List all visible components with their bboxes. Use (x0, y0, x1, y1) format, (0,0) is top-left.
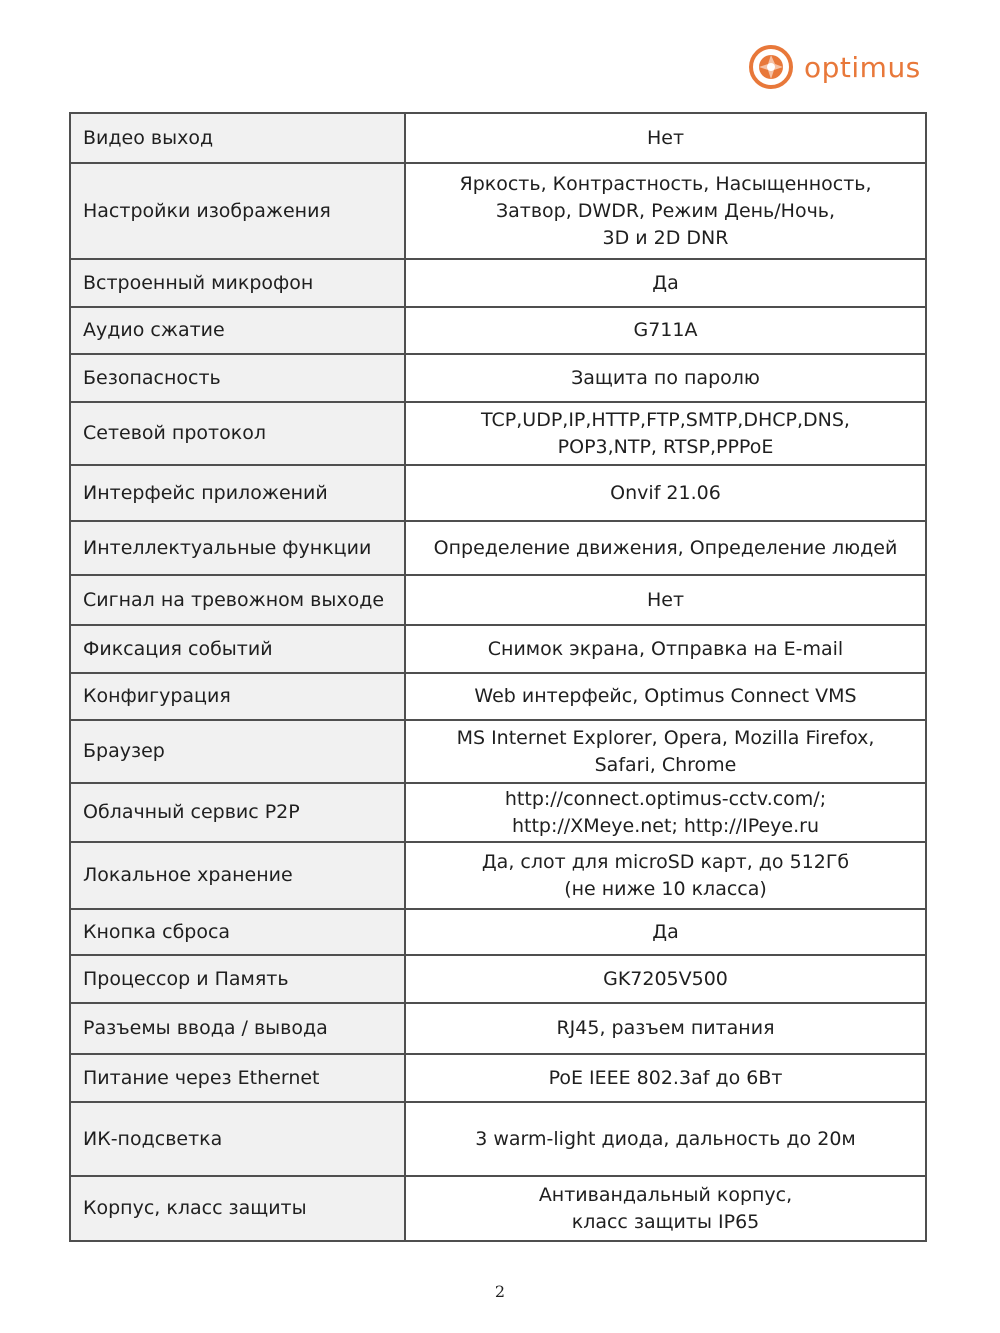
spec-label: Аудио сжатие (70, 307, 405, 354)
spec-value (405, 575, 926, 625)
spec-value (405, 1054, 926, 1102)
spec-value (405, 1176, 926, 1241)
spec-label: Облачный сервис P2P (70, 783, 405, 842)
spec-value-line: Затвор, DWDR, Режим День/Ночь, (495, 199, 836, 222)
spec-label: Встроенный микрофон (70, 259, 405, 307)
spec-value-line: http://connect.optimus-cctv.com/; (504, 787, 827, 810)
spec-value-line: GK7205V500 (603, 967, 728, 990)
spec-row (70, 783, 926, 842)
spec-row (70, 625, 926, 673)
spec-value-line: Яркость, Контрастность, Насыщенность, (459, 172, 872, 195)
spec-value-line: TCP,UDP,IP,HTTP,FTP,SMTP,DHCP,DNS, (481, 408, 850, 431)
spec-value-line: Web интерфейс, Optimus Connect VMS (474, 685, 857, 707)
spec-value-line: Определение движения, Определение людей (433, 536, 898, 559)
spec-value (405, 354, 926, 402)
spec-label: Локальное хранение (70, 842, 405, 909)
spec-value-line: класс защиты IP65 (571, 1210, 760, 1233)
spec-value (405, 955, 926, 1003)
spec-value (405, 625, 926, 673)
spec-value (405, 720, 926, 783)
spec-value-line: Да (652, 271, 679, 294)
brand-logo (748, 44, 921, 90)
spec-value (405, 307, 926, 354)
spec-row (70, 1054, 926, 1102)
spec-row (70, 1102, 926, 1176)
spec-value (405, 465, 926, 521)
spec-value (405, 259, 926, 307)
spec-row (70, 163, 926, 259)
spec-label: Кнопка сброса (70, 909, 405, 955)
spec-row (70, 720, 926, 783)
spec-value (405, 1003, 926, 1054)
spec-row (70, 1003, 926, 1054)
spec-value-line: MS Internet Explorer, Opera, Mozilla Firefox, (456, 726, 875, 749)
spec-value (405, 909, 926, 955)
spec-value-line: Защита по паролю (571, 366, 760, 389)
spec-value-line: http://XMeye.net; http://IPeye.ru (511, 814, 819, 837)
spec-value (405, 673, 926, 720)
spec-value-line: Антивандальный корпус, (538, 1183, 793, 1206)
spec-row (70, 259, 926, 307)
spec-label: Разъемы ввода / вывода (70, 1003, 405, 1054)
spec-row (70, 113, 926, 163)
spec-row (70, 1176, 926, 1241)
spec-label: Видео выход (70, 113, 405, 163)
spec-label: Конфигурация (70, 673, 405, 720)
spec-row (70, 673, 926, 720)
spec-value-line: 3 warm-light диода, дальность до 20м (475, 1127, 856, 1150)
spec-value-line: 3D и 2D DNR (602, 226, 729, 249)
spec-value (405, 402, 926, 465)
spec-label: Фиксация событий (70, 625, 405, 673)
spec-row (70, 909, 926, 955)
spec-value-line: Снимок экрана, Отправка на E-mail (487, 637, 844, 660)
page-number: 2 (494, 1282, 506, 1301)
spec-value-line: Да, слот для microSD карт, до 512Гб (481, 850, 850, 873)
spec-label: Процессор и Память (70, 955, 405, 1003)
spec-value (405, 113, 926, 163)
spec-label: Браузер (70, 720, 405, 783)
spec-row (70, 955, 926, 1003)
spec-table-body (70, 113, 926, 1241)
spec-label: Корпус, класс защиты (70, 1176, 405, 1241)
spec-label: ИК-подсветка (70, 1102, 405, 1176)
spec-row (70, 521, 926, 575)
spec-value-line: Да (652, 920, 679, 943)
spec-value (405, 783, 926, 842)
spec-label: Интерфейс приложений (70, 465, 405, 521)
spec-label: Настройки изображения (70, 163, 405, 259)
spec-label: Безопасность (70, 354, 405, 402)
spec-row (70, 842, 926, 909)
spec-table (69, 112, 927, 1242)
spec-value (405, 1102, 926, 1176)
spec-label: Сетевой протокол (70, 402, 405, 465)
spec-row (70, 465, 926, 521)
spec-value-line: Нет (646, 588, 685, 611)
spec-row (70, 575, 926, 625)
spec-label: Питание через Ethernet (70, 1054, 405, 1102)
optimus-aperture-icon (748, 44, 794, 90)
spec-value-line: RJ45, разъем питания (556, 1017, 775, 1039)
spec-label: Интеллектуальные функции (70, 521, 405, 575)
spec-value (405, 842, 926, 909)
spec-value-line: Нет (646, 126, 685, 149)
spec-row (70, 354, 926, 402)
spec-value-line: G711A (633, 319, 698, 341)
spec-value (405, 163, 926, 259)
spec-value-line: (не ниже 10 класса) (564, 877, 767, 900)
spec-row (70, 307, 926, 354)
spec-value (405, 521, 926, 575)
brand-name: optimus (804, 50, 921, 84)
spec-row (70, 402, 926, 465)
spec-value-line: Safari, Chrome (594, 753, 737, 776)
spec-value-line: Onvif 21.06 (610, 481, 721, 504)
spec-label: Сигнал на тревожном выходе (70, 575, 405, 625)
spec-value-line: PoE IEEE 802.3af до 6Вт (548, 1066, 783, 1089)
spec-value-line: POP3,NTP, RTSP,PPPoE (557, 435, 774, 458)
